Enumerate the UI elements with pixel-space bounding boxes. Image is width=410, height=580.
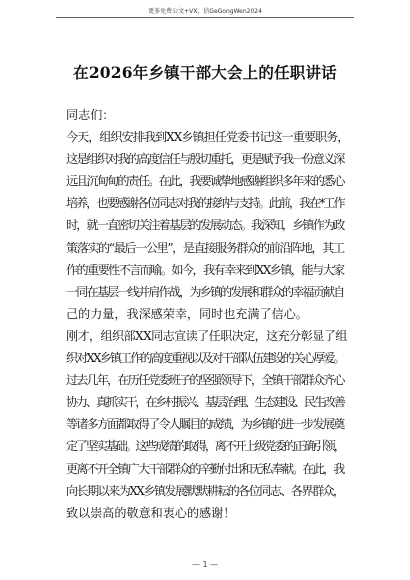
- body-line: 一同在基层一线并肩作战，为乡镇的发展和群众的幸福贡献自: [66, 284, 344, 299]
- body-line: 织对XX乡镇工作的高度重视以及对干部队伍建设的关心厚爱。: [66, 351, 344, 366]
- body-line: 定了坚实基础。这些成绩的取得，离不开上级党委的正确引领，: [66, 439, 344, 454]
- body-line: 协力、真抓实干，在乡村振兴、基层治理、生态建设、民生改善: [66, 395, 344, 410]
- body-line: 己的力量，我深感荣幸，同时也充满了信心。: [66, 306, 308, 321]
- body-line: 作的重要性不言而喻。如今，我有幸来到XX乡镇，能与大家: [66, 262, 344, 277]
- body-line: 刚才，组织部XX同志宣读了任职决定，这充分彰显了组: [66, 328, 347, 343]
- header-note: 更多免费公文+VX，信GeGongWen2024: [148, 8, 262, 15]
- body-line: 时，就一直密切关注着基层的发展动态。我深知，乡镇作为政: [66, 218, 344, 233]
- body-line: 这是组织对我的高度信任与殷切重托，更是赋予我一份意义深: [66, 152, 344, 167]
- body-line: 培养，也要感谢各位同志对我的接纳与支持。此前，我在*工作: [66, 196, 344, 211]
- body-line: 今天，组织安排我到XX乡镇担任党委书记这一重要职务，: [66, 130, 349, 145]
- body-line: 等诸多方面都取得了令人瞩目的成绩，为乡镇的进一步发展奠: [66, 417, 344, 432]
- document-body: [66, 104, 349, 524]
- body-line: 策落实的“最后一公里”，是直接服务群众的前沿阵地，其工: [66, 240, 344, 255]
- body-line: 远且沉甸甸的责任。在此，我要诚挚地感谢组织多年来的悉心: [66, 174, 344, 189]
- salutation: 同志们：: [66, 108, 115, 122]
- body-line: 向长期以来为XX乡镇发展默默耕耘的各位同志、各界群众，: [66, 483, 344, 498]
- document-title: 在2026年乡镇干部大会上的任职讲话: [73, 63, 337, 82]
- header-divider: [56, 17, 354, 18]
- body-line: 过去几年，在历任党委班子的坚强领导下，全镇干部群众齐心: [66, 373, 344, 388]
- body-line: 致以崇高的敬意和衷心的感谢！: [66, 505, 236, 520]
- page-number: — 1 —: [191, 560, 219, 569]
- body-line: 更离不开全镇广大干部群众的辛勤付出和无私奉献。在此，我: [66, 461, 344, 476]
